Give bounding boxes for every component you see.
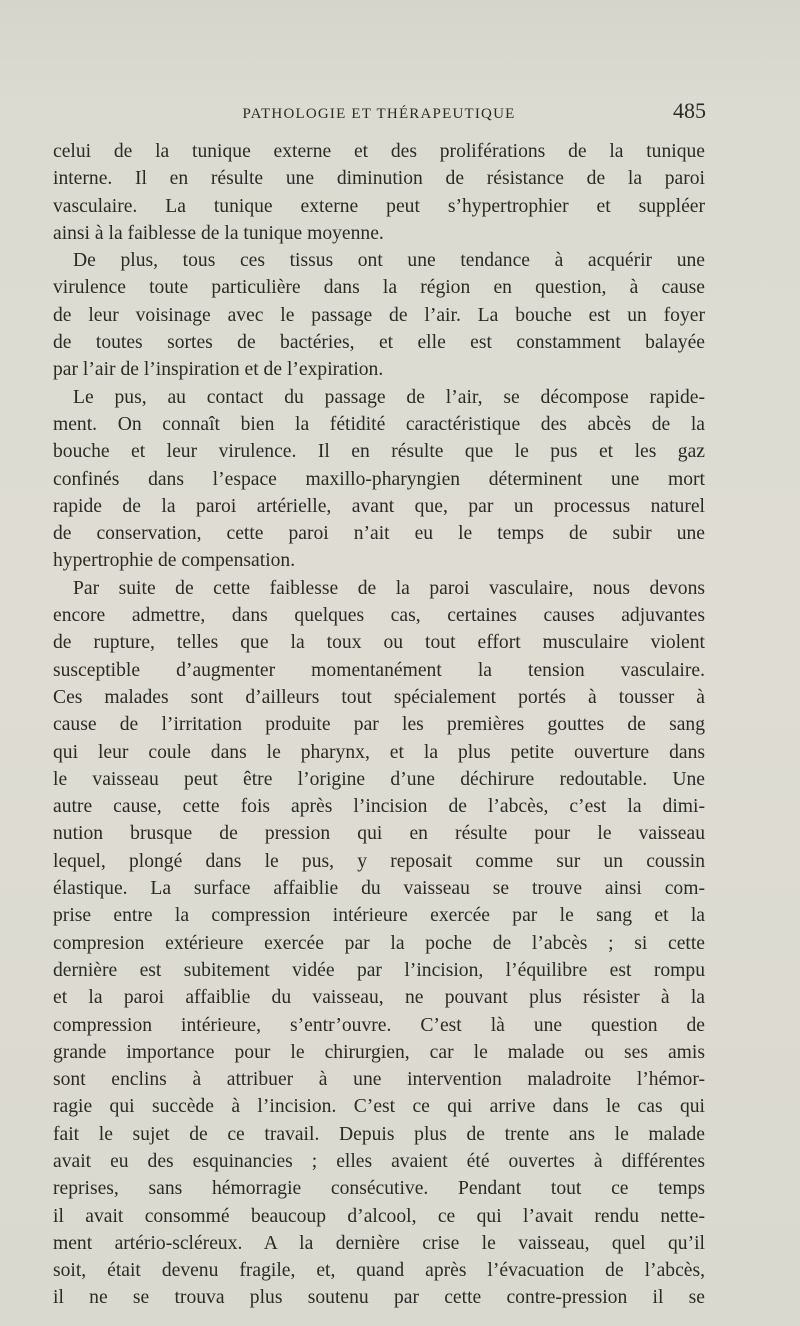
text-line: reprises, sans hémorragie consécutive. Pendant tout ce temps [53,1178,705,1200]
text-line: le vaisseau peut être l’origine d’une déchirure redoutable. Une [53,768,705,790]
text-line: fait le sujet de ce travail. Depuis plus de trente ans le malade [53,1123,705,1145]
page-number: 485 [673,98,706,123]
text-line: confinés dans l’espace maxillo-pharyngien déterminent une mort [53,468,705,490]
text-line: Le pus, au contact du passage de l’air, se décompose rapide- [73,386,705,408]
text-line: et la paroi affaiblie du vaisseau, ne pouvant plus résister à la [53,987,705,1009]
text-line: compression intérieure, s’entr’ouvre. C’est là une question de [53,1014,705,1036]
text-line: de rupture, telles que la toux ou tout effort musculaire violent [53,632,705,654]
text-line: encore admettre, dans quelques cas, certaines causes adjuvantes [53,605,705,627]
text-line: de toutes sortes de bactéries, et elle est constamment balayée [53,332,705,354]
text-line: bouche et leur virulence. Il en résulte que le pus et les gaz [53,441,705,463]
page-header [52,98,706,132]
text-line: virulence toute particulière dans la région en question, à cause [53,277,705,299]
text-line: il avait consommé beaucoup d’alcool, ce qui l’avait rendu nette- [53,1205,705,1227]
text-line: avait eu des esquinancies ; elles avaient été ouvertes à différentes [53,1150,705,1172]
text-line: De plus, tous ces tissus ont une tendance à acquérir une [73,250,705,272]
text-line: grande importance pour le chirurgien, car le malade ou ses amis [53,1041,705,1063]
text-line: sont enclins à attribuer à une intervention maladroite l’hémor- [53,1069,705,1091]
text-line: Ces malades sont d’ailleurs tout spécialement portés à tousser à [53,686,705,708]
text-line: dernière est subitement vidée par l’incision, l’équilibre est rompu [53,959,705,981]
text-line: compresion extérieure exercée par la poche de l’abcès ; si cette [53,932,705,954]
running-title: PATHOLOGIE ET THÉRAPEUTIQUE [242,106,516,122]
text-line: lequel, plongé dans le pus, y reposait comme sur un coussin [53,850,705,872]
text-line: prise entre la compression intérieure exercée par le sang et la [53,905,705,927]
text-line: nution brusque de pression qui en résulte pour le vaisseau [53,823,705,845]
text-line: élastique. La surface affaiblie du vaisseau se trouve ainsi com- [53,878,705,900]
text-line: de leur voisinage avec le passage de l’air. La bouche est un foyer [53,304,705,326]
text-line: ment. On connaît bien la fétidité caractéristique des abcès de la [53,413,705,435]
text-line: il ne se trouva plus soutenu par cette contre-pression il se [53,1287,705,1309]
text-line: susceptible d’augmenter momentanément la tension vasculaire. [53,659,705,681]
text-line: ment artério-scléreux. A la dernière crise le vaisseau, quel qu’il [53,1232,705,1254]
text-line: Par suite de cette faiblesse de la paroi vasculaire, nous devons [73,577,705,599]
text-line: de conservation, cette paroi n’ait eu le temps de subir une [53,523,705,545]
text-line: vasculaire. La tunique externe peut s’hypertrophier et suppléer [53,195,705,217]
text-line: soit, était devenu fragile, et, quand après l’évacuation de l’abcès, [53,1260,705,1282]
text-line: autre cause, cette fois après l’incision de l’abcès, c’est la dimi- [53,796,705,818]
body-text [53,138,705,1312]
text-line: hypertrophie de compensation. [53,550,296,572]
text-line: interne. Il en résulte une diminution de résistance de la paroi [53,168,705,190]
text-line: ragie qui succède à l’incision. C’est ce qui arrive dans le cas qui [53,1096,705,1118]
text-line: qui leur coule dans le pharynx, et la plus petite ouverture dans [53,741,705,763]
text-line: cause de l’irritation produite par les premières gouttes de sang [53,714,705,736]
text-line: par l’air de l’inspiration et de l’expiration. [53,359,384,381]
text-line: celui de la tunique externe et des proliférations de la tunique [53,141,705,162]
text-line: rapide de la paroi artérielle, avant que, par un processus naturel [53,495,705,517]
text-line: ainsi à la faiblesse de la tunique moyenne. [53,222,384,244]
